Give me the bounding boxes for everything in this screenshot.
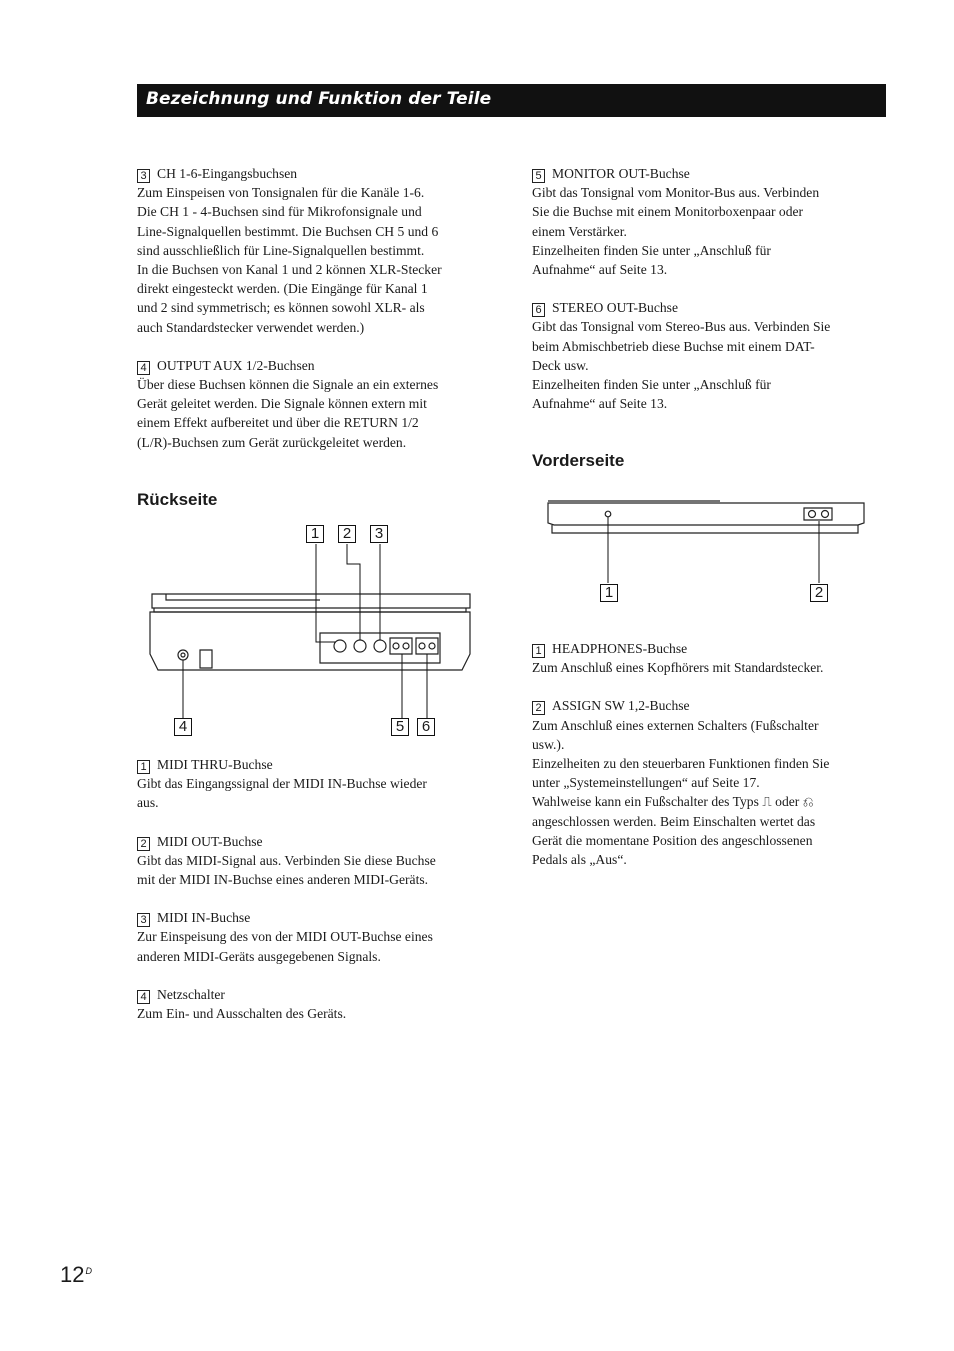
- item-number: 1: [137, 760, 150, 774]
- item-midi-out: [137, 832, 497, 890]
- right-top-items: [532, 164, 892, 432]
- item-body: Zum Einspeisen von Tonsignalen für die Kanäle 1-6. Die CH 1 - 4-Buchsen sind für Mikrofonsignale und Line-Signalquellen bestimmt. Die Buchsen CH 5 und 6 sind ausschließlich für Line-Signalquellen bestimmt. In die Buchsen von Kanal 1 und 2 können XLR-Stecker direkt eingesteckt werden. (Die Eingänge für Kanal 1 und 2 sind symmetrisch; es können sowohl XLR- als auch Standardstecker verwendet werden.): [137, 185, 442, 335]
- item-number: 2: [532, 701, 545, 715]
- item-stereo-out: [532, 298, 892, 413]
- item-body: Zum Anschluß eines externen Schalters (Fußschalter usw.). Einzelheiten zu den steuerbaren Funktionen finden Sie unter „Systemeinstellungen“ auf Seite 17. Wahlweise kann ein Fußschalter des Typs ⎍ oder ⎌ angeschlossen werden. Beim Einschalten wertet das Gerät die momentane Position des angeschlossenen Pedals als „Aus“.: [532, 717, 830, 868]
- section-header-title: Bezeichnung und Funktion der Teile: [146, 89, 492, 109]
- left-top-items: [137, 164, 497, 471]
- item-title: MONITOR OUT-Buchse: [552, 166, 690, 181]
- item-midi-thru: [137, 755, 497, 813]
- item-body: Gibt das Tonsignal vom Monitor-Bus aus. Verbinden Sie die Buchse mit einem Monitorboxenpaar oder einem Verstärker. Einzelheiten finden Sie unter „Anschluß für Aufnahme“ auf Seite 13.: [532, 185, 820, 278]
- item-output-aux: [137, 356, 497, 452]
- item-body: Zum Ein- und Ausschalten des Geräts.: [137, 1006, 347, 1022]
- item-title: ASSIGN SW 1,2-Buchse: [552, 698, 690, 714]
- item-power-switch: [137, 985, 497, 1023]
- item-body: Gibt das Eingangssignal der MIDI IN-Buchse wieder aus.: [137, 776, 427, 811]
- item-number: 4: [137, 990, 150, 1004]
- item-body: Zur Einspeisung des von der MIDI OUT-Buchse eines anderen MIDI-Geräts ausgegebenen Signals.: [137, 929, 433, 964]
- item-number: 2: [137, 837, 150, 851]
- item-title: STEREO OUT-Buchse: [552, 300, 678, 316]
- item-number: 6: [532, 303, 545, 317]
- item-headphones: [532, 639, 892, 677]
- rear-callout-3: 3: [370, 525, 388, 543]
- page-number-value: 12: [60, 1262, 85, 1287]
- rear-callout-1: 1: [306, 525, 324, 543]
- item-title: Netzschalter: [157, 986, 225, 1002]
- front-section-title: Vorderseite: [532, 451, 625, 470]
- rear-callout-6: 6: [417, 718, 435, 736]
- item-number: 3: [137, 913, 150, 927]
- item-assign-sw: [532, 696, 892, 869]
- item-body: Über diese Buchsen können die Signale an ein externes Gerät geleitet werden. Die Signale können extern mit einem Effekt aufbereitet und über die RETURN 1/2 (L/R)-Buchsen zum Gerät zurückgeleitet werden.: [137, 377, 439, 450]
- item-number: 5: [532, 169, 545, 183]
- item-ch-inputs: [137, 164, 497, 337]
- item-body: Gibt das MIDI-Signal aus. Verbinden Sie diese Buchse mit der MIDI IN-Buchse eines anderen MIDI-Geräts.: [137, 852, 436, 888]
- rear-callout-5: 5: [391, 718, 409, 736]
- item-midi-in: [137, 908, 497, 966]
- rear-callout-4: 4: [174, 718, 192, 736]
- page-number: [60, 1262, 92, 1288]
- rear-callout-2: 2: [338, 525, 356, 543]
- rear-section-title: Rückseite: [137, 490, 218, 509]
- item-title: MIDI IN-Buchse: [157, 910, 251, 926]
- item-title: OUTPUT AUX 1/2-Buchsen: [157, 357, 315, 373]
- front-items: [532, 639, 892, 888]
- item-title: MIDI THRU-Buchse: [157, 757, 273, 772]
- item-monitor-out: [532, 164, 892, 279]
- item-body: Gibt das Tonsignal vom Stereo-Bus aus. Verbinden Sie beim Abmischbetrieb diese Buchse mit einem DAT- Deck usw. Einzelheiten finden Sie unter „Anschluß für Aufnahme“ auf Seite 13.: [532, 319, 831, 412]
- item-title: CH 1-6-Eingangsbuchsen: [157, 166, 298, 181]
- item-body: Zum Anschluß eines Kopfhörers mit Standardstecker.: [532, 660, 824, 676]
- item-number: 4: [137, 361, 150, 375]
- rear-items: [137, 755, 497, 1042]
- rear-panel-diagram: [140, 520, 485, 750]
- item-number: 1: [532, 644, 545, 658]
- section-header: [137, 84, 886, 117]
- page-number-suffix: D: [85, 1265, 92, 1276]
- front-callout-2: 2: [810, 584, 828, 602]
- item-title: HEADPHONES-Buchse: [552, 641, 688, 656]
- item-title: MIDI OUT-Buchse: [157, 833, 263, 849]
- item-number: 3: [137, 169, 150, 183]
- front-callout-1: 1: [600, 584, 618, 602]
